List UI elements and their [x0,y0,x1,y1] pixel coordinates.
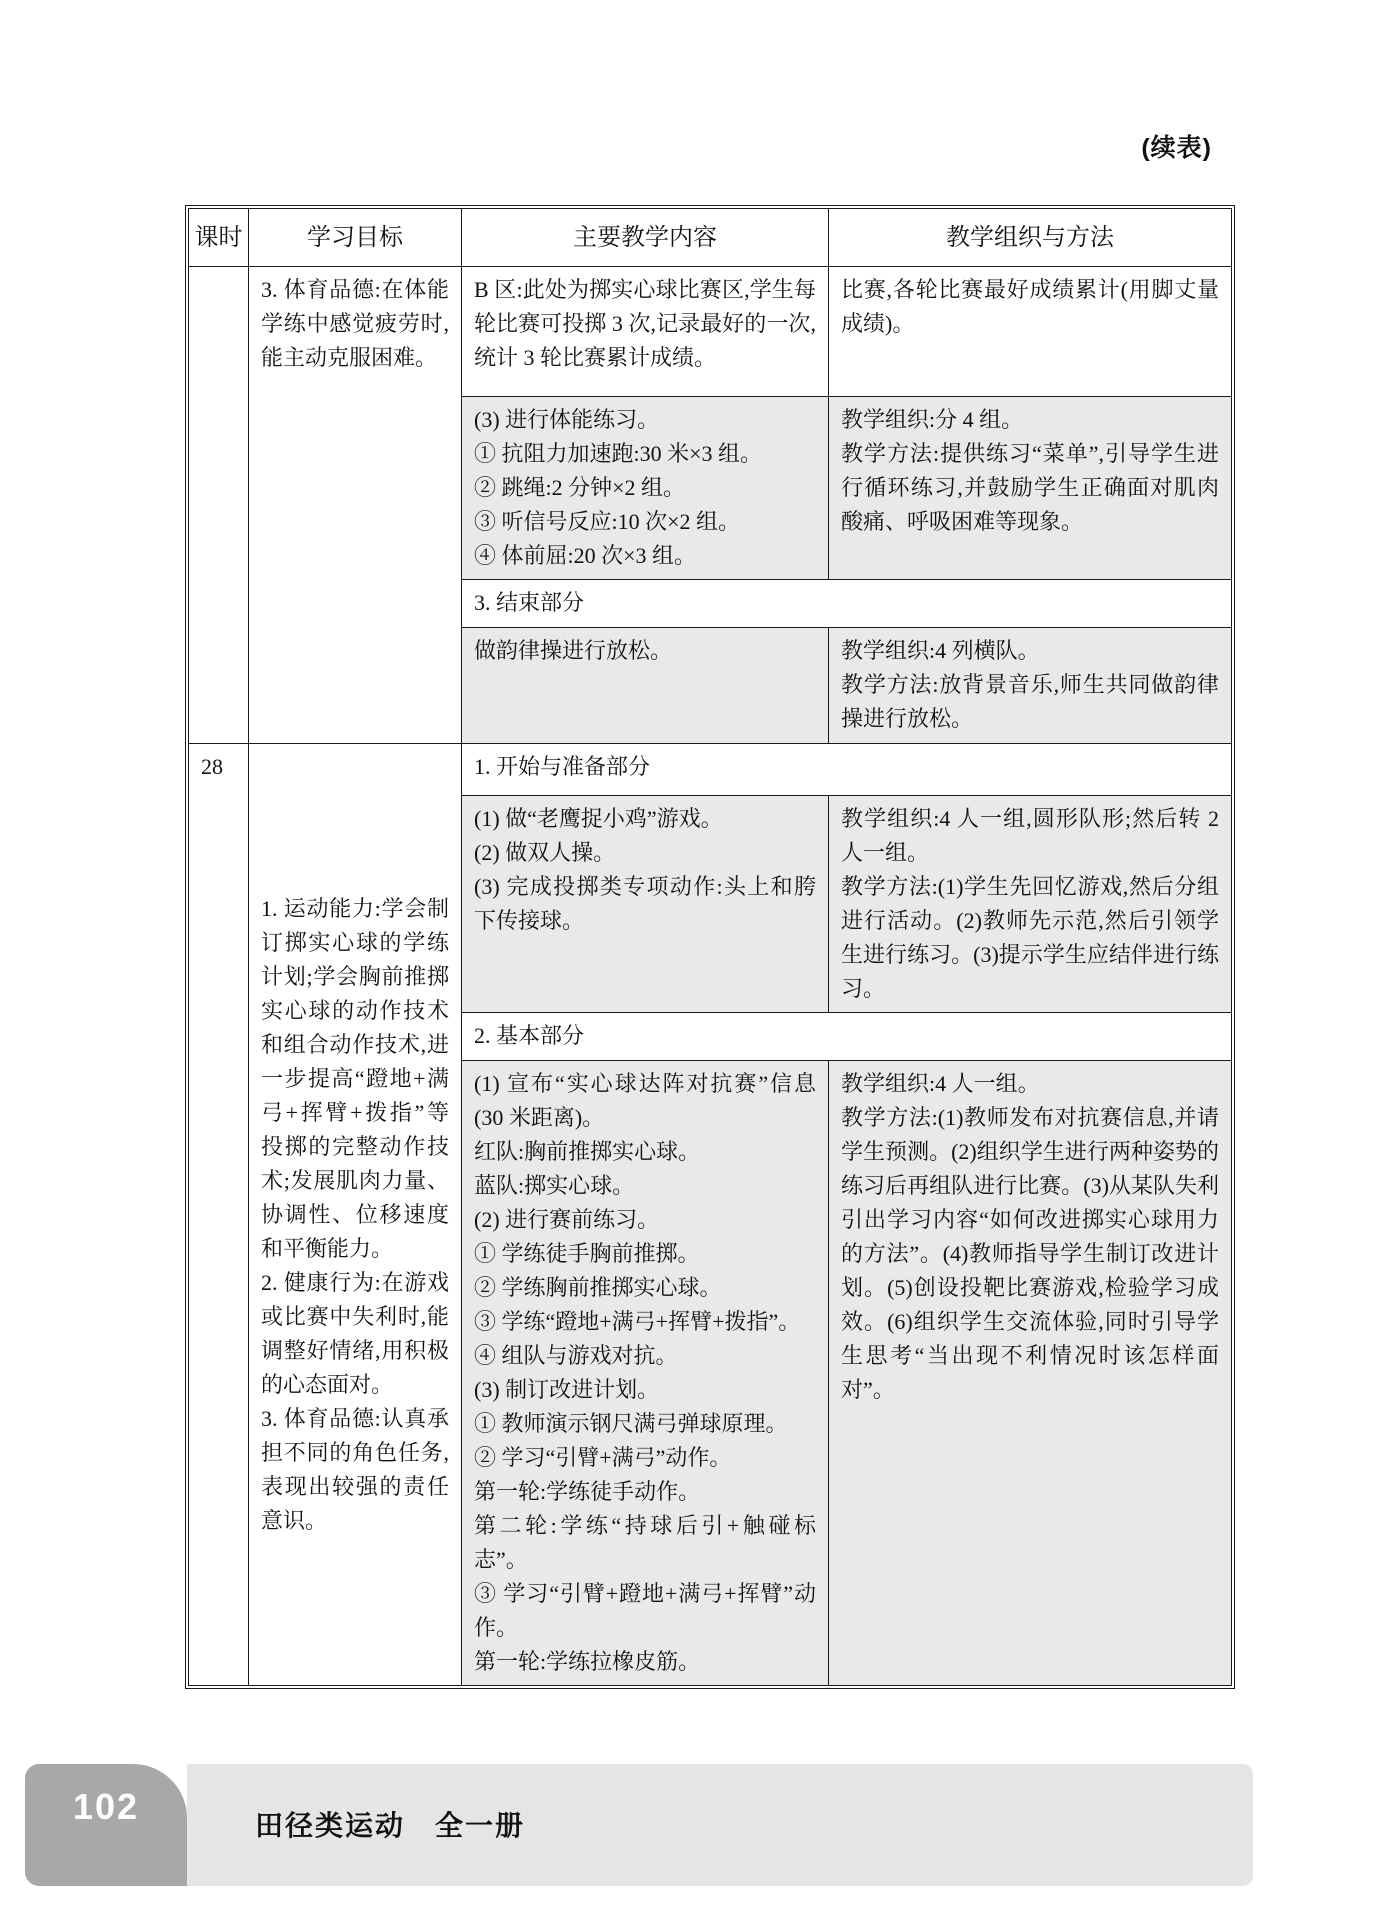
text-line: 教学方法:(1)学生先回忆游戏,然后分组进行活动。(2)教师先示范,然后引领学生进行练习。(3)提示学生应结伴进行练习。 [841,874,1219,1001]
text-line: (3) 完成投掷类专项动作:头上和胯下传接球。 [474,874,816,933]
text-line: (1) 做“老鹰捉小鸡”游戏。 [474,806,723,831]
text-line: 1. 运动能力:学会制订掷实心球的学练计划;学会胸前推掷实心球的动作技术和组合动作技术,进一步提高“蹬地+满弓+挥臂+拨指”等投掷的完整动作技术;发展肌肉力量、协调性、位移速度和平衡能力。 [261,895,449,1261]
row1-class-period-cell [189,267,249,744]
row1-contest-subrow [189,267,1232,397]
text-line: ④ 组队与游戏对抗。 [474,1343,678,1368]
basic-section-heading: 2. 基本部分 [462,1013,1232,1061]
text-line: 第一轮:学练徒手动作。 [474,1479,701,1504]
text-line: (3) 制订改进计划。 [474,1377,660,1402]
row1-contest-content-cell: B 区:此处为掷实心球比赛区,学生每轮比赛可投掷 3 次,记录最好的一次,统计 3 轮比赛累计成绩。 [462,267,829,397]
text-line: 教学方法:(1)教师发布对抗赛信息,并请学生预测。(2)组织学生进行两种姿势的练习后再组队进行比赛。(3)从某队失利引出学习内容“如何改进掷实心球用力的方法”。(4)教师指导学生制订改进计划。(5)创设投靶比赛游戏,检验学习成效。(6)组织学生交流体验,同时引导学生思考“当出现不利情况时该怎样面对”。 [841,1105,1219,1402]
opening-section-heading: 1. 开始与准备部分 [462,744,1232,796]
text-line: 教学组织:4 人一组,圆形队形;然后转 2 人一组。 [841,806,1219,865]
row1-fitness-method-cell [829,397,1232,580]
row1-ending-method-cell [829,628,1232,744]
text-line: ③ 学习“引臂+蹬地+满弓+挥臂”动作。 [474,1581,816,1640]
text-line: 教学组织:4 列横队。 [841,638,1040,663]
row2-basic-method-cell [829,1061,1232,1686]
text-line: ① 学练徒手胸前推掷。 [474,1241,700,1266]
text-line: 第一轮:学练拉橡皮筋。 [474,1649,701,1674]
text-line: ③ 听信号反应:10 次×2 组。 [474,509,741,534]
row1-ending-content-cell: 做韵律操进行放松。 [462,628,829,744]
row1-objectives-cell [249,267,462,744]
book-title: 田径类运动 全一册 [255,1810,526,1841]
row2-basic-content-cell [462,1061,829,1686]
row1-fitness-content-cell [462,397,829,580]
row2-opening-method-cell [829,796,1232,1013]
text-line: 3. 体育品德:在体能学练中感觉疲劳时,能主动克服困难。 [261,277,449,370]
row1-contest-method-cell: 比赛,各轮比赛最好成绩累计(用脚丈量成绩)。 [829,267,1232,397]
text-line: (2) 进行赛前练习。 [474,1207,660,1232]
header-organization-method: 教学组织与方法 [829,209,1232,267]
text-line: ③ 学练“蹬地+满弓+挥臂+拨指”。 [474,1309,801,1334]
text-line: 教学组织:分 4 组。 [841,407,1024,432]
text-line: 2. 健康行为:在游戏或比赛中失利时,能调整好情绪,用积极的心态面对。 [261,1269,449,1397]
ending-section-heading: 3. 结束部分 [462,580,1232,628]
text-line: 蓝队:掷实心球。 [474,1173,635,1198]
row2-objectives-cell [249,744,462,1686]
page-number: 102 [72,1786,140,1827]
text-line: ④ 体前屈:20 次×3 组。 [474,543,697,568]
text-line: (1) 宣布“实心球达阵对抗赛”信息(30 米距离)。 [474,1071,816,1130]
row2-opening-content-cell [462,796,829,1013]
text-line: ① 抗阻力加速跑:30 米×3 组。 [474,441,763,466]
text-line: (3) 进行体能练习。 [474,407,660,432]
text-line: ② 跳绳:2 分钟×2 组。 [474,475,686,500]
page-number-tab [25,1764,187,1886]
row2-class-period-cell: 28 [189,744,249,1686]
text-line: 教学方法:放背景音乐,师生共同做韵律操进行放松。 [841,672,1219,731]
lesson-plan-table [188,208,1232,1686]
text-line: 第二轮:学练“持球后引+触碰标志”。 [474,1513,816,1572]
header-main-content: 主要教学内容 [462,209,829,267]
text-line: (2) 做双人操。 [474,840,616,865]
text-line: ① 教师演示钢尺满弓弹球原理。 [474,1411,788,1436]
text-line: 教学方法:提供练习“菜单”,引导学生进行循环练习,并鼓励学生正确面对肌肉酸痛、呼吸困难等现象。 [841,441,1219,534]
header-row [189,209,1232,267]
text-line: 3. 体育品德:认真承担不同的角色任务,表现出较强的责任意识。 [261,1405,449,1533]
header-class-period: 课时 [189,209,249,267]
text-line: 红队:胸前推掷实心球。 [474,1139,701,1164]
footer-band [187,1764,1253,1886]
text-line: 教学组织:4 人一组。 [841,1071,1040,1096]
row2-opening-heading-subrow [189,744,1232,796]
text-line: ② 学习“引臂+满弓”动作。 [474,1445,732,1470]
text-line: ② 学练胸前推掷实心球。 [474,1275,722,1300]
continued-table-label: (续表) [1141,134,1212,162]
header-objectives: 学习目标 [249,209,462,267]
lesson-plan-table-wrap [185,205,1235,1689]
